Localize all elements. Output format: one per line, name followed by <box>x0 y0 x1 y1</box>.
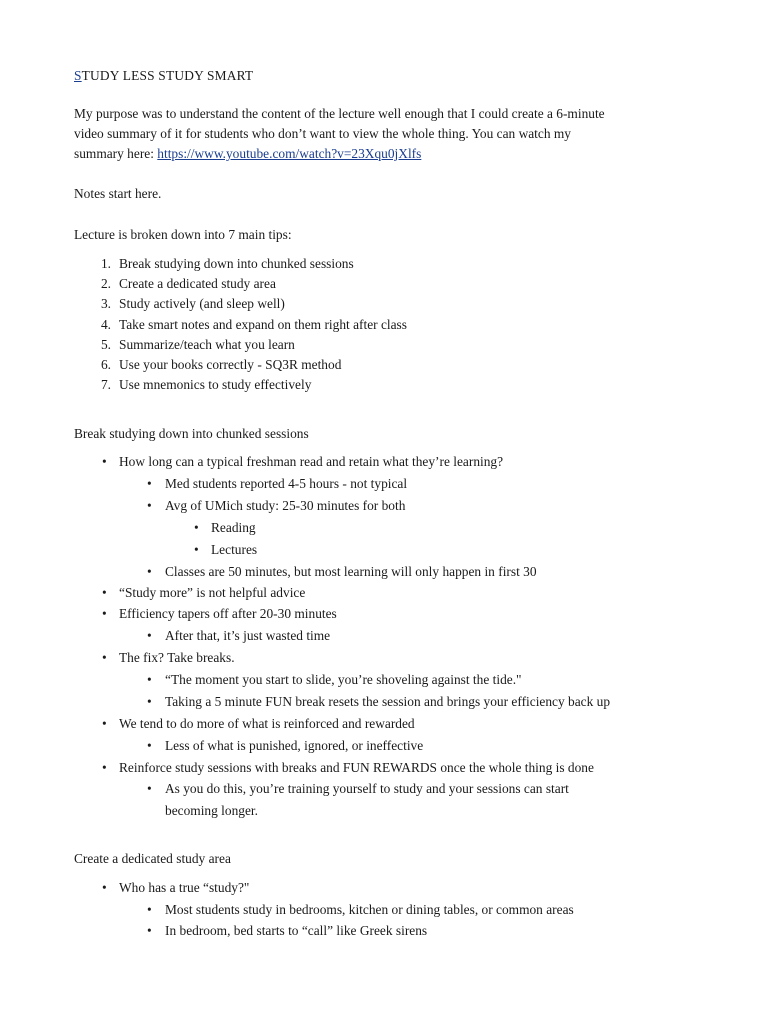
list-item: Most students study in bedrooms, kitchen or dining tables, or common areas <box>165 902 574 917</box>
list-item: Classes are 50 minutes, but most learning will only happen in first 30 <box>165 564 537 579</box>
list-item: In bedroom, bed starts to “call” like Greek sirens <box>165 923 428 938</box>
list-item: “Study more” is not helpful advice <box>119 585 306 600</box>
list-item: Less of what is punished, ignored, or ineffective <box>165 738 424 753</box>
list-item: Taking a 5 minute FUN break resets the session and brings your efficiency back up <box>165 694 611 709</box>
list-item: Efficiency tapers off after 20-30 minutes <box>119 606 337 621</box>
section-heading-chunked: Break studying down into chunked sessions <box>74 426 309 441</box>
list-item: The fix? Take breaks. <box>119 650 235 665</box>
bullet-icon <box>147 476 152 492</box>
tip-text: Create a dedicated study area <box>119 276 276 291</box>
notes-start: Notes start here. <box>74 186 162 201</box>
tip-text: Take smart notes and expand on them right after class <box>119 317 407 332</box>
bullet-icon <box>102 760 107 776</box>
list-item: Lectures <box>211 542 258 557</box>
title-rest: TUDY LESS STUDY SMART <box>81 68 254 83</box>
list-item: Who has a true “study?" <box>119 880 250 895</box>
bullet-icon <box>147 738 152 754</box>
tip-text: Study actively (and sleep well) <box>119 296 285 311</box>
bullet-icon <box>194 520 199 536</box>
bullet-icon <box>147 564 152 580</box>
list-item: Reinforce study sessions with breaks and FUN REWARDS once the whole thing is done <box>119 760 594 775</box>
tip-text: Break studying down into chunked sessions <box>119 256 354 271</box>
youtube-link[interactable]: https://www.youtube.com/watch?v=23Xqu0jXlfs <box>157 146 422 161</box>
bullet-icon <box>147 498 152 514</box>
intro-line-3-prefix: summary here: <box>74 146 158 161</box>
tip-number: 2. <box>100 276 111 291</box>
list-item: “The moment you start to slide, you’re shoveling against the tide." <box>165 672 522 687</box>
intro-line-1: My purpose was to understand the content of the lecture well enough that I could create a 6-minute <box>74 106 605 121</box>
tip-number: 1. <box>100 256 111 271</box>
list-item: We tend to do more of what is reinforced and rewarded <box>119 716 415 731</box>
bullet-icon <box>147 902 152 918</box>
tip-text: Use your books correctly - SQ3R method <box>119 357 342 372</box>
tips-intro: Lecture is broken down into 7 main tips: <box>74 227 292 242</box>
bullet-icon <box>102 880 107 896</box>
tip-number: 7. <box>100 377 111 392</box>
list-item: Reading <box>211 520 256 535</box>
document-title <box>74 68 253 84</box>
bullet-icon <box>147 628 152 644</box>
list-item: After that, it’s just wasted time <box>165 628 331 643</box>
bullet-icon <box>102 454 107 470</box>
list-item: As you do this, you’re training yourself to study and your sessions can start <box>165 781 569 796</box>
bullet-icon <box>194 542 199 558</box>
bullet-icon <box>102 716 107 732</box>
tip-number: 5. <box>100 337 111 352</box>
list-item: Avg of UMich study: 25-30 minutes for both <box>165 498 406 513</box>
title-first-letter: S <box>74 68 82 83</box>
bullet-icon <box>102 585 107 601</box>
list-item: How long can a typical freshman read and retain what they’re learning? <box>119 454 504 469</box>
bullet-icon <box>147 781 152 797</box>
list-item-continuation: becoming longer. <box>165 803 258 818</box>
bullet-icon <box>147 923 152 939</box>
intro-line-3 <box>74 146 421 162</box>
bullet-icon <box>147 672 152 688</box>
list-item: Med students reported 4-5 hours - not typical <box>165 476 408 491</box>
intro-line-2: video summary of it for students who don’t want to view the whole thing. You can watch my <box>74 126 572 141</box>
tip-number: 6. <box>100 357 111 372</box>
tip-text: Summarize/teach what you learn <box>119 337 295 352</box>
bullet-icon <box>102 650 107 666</box>
bullet-icon <box>147 694 152 710</box>
tip-number: 3. <box>100 296 111 311</box>
bullet-icon <box>102 606 107 622</box>
section-heading-study-area: Create a dedicated study area <box>74 851 231 866</box>
tip-text: Use mnemonics to study effectively <box>119 377 312 392</box>
tip-number: 4. <box>100 317 111 332</box>
